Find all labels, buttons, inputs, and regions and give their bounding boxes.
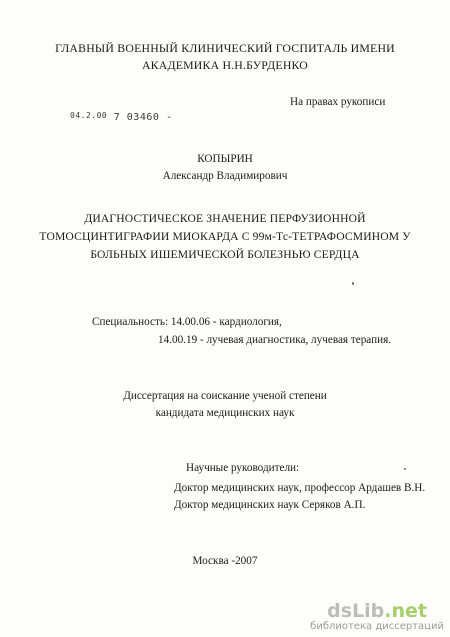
title-line-1: ДИАГНОСТИЧЕСКОЕ ЗНАЧЕНИЕ ПЕРФУЗИОННОЙ [84, 212, 366, 225]
watermark-brand-left: dsLib [327, 600, 385, 622]
author-name: Александр Владимирович [162, 170, 288, 182]
title-line-2: ТОМОСЦИНТИГРАФИИ МИОКАРДА С 99м-Тс-ТЕТРАФОСМИНОМ У [39, 230, 411, 243]
supervisors-heading: Научные руководители: [186, 462, 300, 474]
dissertation-line-2: кандидата медицинских наук [155, 407, 295, 419]
stamp-suffix: - [165, 112, 173, 123]
supervisor-2: Доктор медицинских наук Серяков А.П. [174, 499, 366, 511]
specialty-line-1: Специальность: 14.00.06 - кардиология, [92, 316, 282, 328]
author-surname: КОПЫРИН [197, 153, 253, 165]
scan-speck [352, 282, 354, 285]
watermark-brand-right: .net [384, 600, 427, 622]
header-line-1: ГЛАВНЫЙ ВОЕННЫЙ КЛИНИЧЕСКИЙ ГОСПИТАЛЬ ИМЕНИ [55, 41, 395, 55]
dissertation-line-1: Диссертация на соискание ученой степени [123, 390, 327, 402]
watermark-logo [310, 601, 444, 621]
archive-stamp [70, 112, 172, 123]
title-line-3: БОЛЬНЫХ ИШЕМИЧЕСКОЙ БОЛЕЗНЬЮ СЕРДЦА [90, 248, 360, 261]
place-year: Москва -2007 [192, 555, 258, 567]
stamp-number: 7 03460 [113, 112, 160, 123]
supervisor-1: Доктор медицинских наук, профессор Ардашев В.Н. [174, 482, 426, 494]
header-line-2: АКАДЕМИКА Н.Н.БУРДЕНКО [141, 58, 309, 72]
specialty-line-2: 14.00.19 - лучевая диагностика, лучевая терапия. [158, 334, 392, 346]
scan-speck [404, 468, 406, 470]
stamp-date: 04.2.00 [70, 111, 108, 120]
dslib-watermark [310, 601, 444, 633]
rights-note: На правах рукописи [290, 96, 386, 108]
watermark-subtitle: библиотека диссертаций [310, 621, 444, 632]
